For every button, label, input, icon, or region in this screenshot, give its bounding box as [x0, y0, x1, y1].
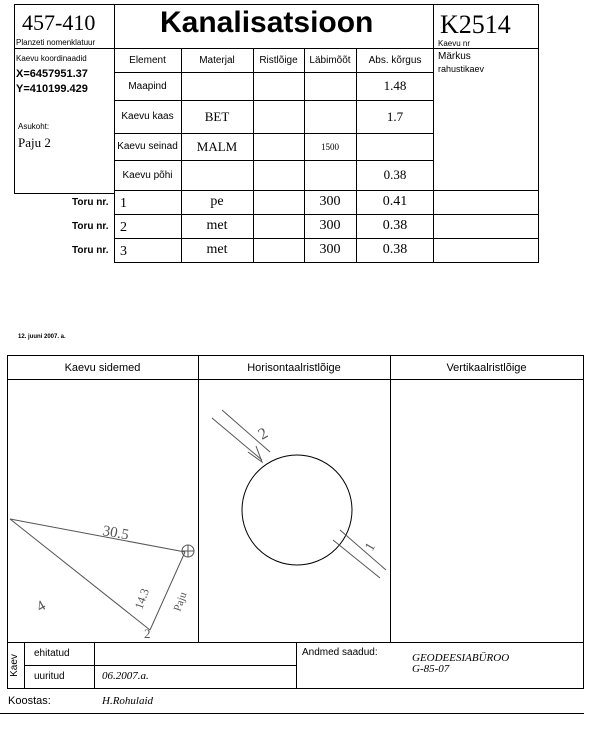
pipe-2-mark: 2: [255, 424, 271, 444]
row-seinad-diameter: 1500: [321, 141, 339, 152]
measured-date: 06.2007.a.: [102, 670, 149, 682]
notes-value: rahustikaev: [438, 64, 485, 74]
row-kaas-elevation: 1.7: [386, 108, 404, 124]
well-number: K2514: [440, 10, 511, 39]
nomenclature-label: Planzeti nomenklatuur: [16, 38, 96, 47]
pipe-1-material: pe: [210, 194, 224, 209]
nomenclature: 457-410: [22, 10, 96, 35]
pipe-3-label: Toru nr.: [72, 245, 109, 256]
pipe-3-number: 3: [120, 244, 127, 259]
tie-mark-4: 4: [34, 597, 49, 616]
tie-distance-2: 14.3: [131, 586, 153, 612]
pipe-1-diameter: 300: [319, 194, 341, 209]
col-header-diameter: Läbimõõt: [309, 54, 351, 66]
location-value: Paju 2: [18, 135, 51, 150]
author-label: Koostas:: [8, 695, 51, 707]
tie-line-3: [150, 552, 185, 630]
pipe-2-elevation: 0.38: [382, 218, 408, 233]
row-pohi-elevation: 0.38: [383, 167, 407, 182]
data-from-value: GEODEESIABÜROO: [412, 652, 510, 664]
col-header-element: Element: [129, 54, 166, 66]
notes-label: Märkus: [438, 51, 471, 62]
document-date: 12. juuni 2007. a.: [18, 334, 66, 340]
panel-title-horizontal: Horisontaalristlõige: [247, 361, 341, 374]
pipe-2-diameter: 300: [319, 218, 341, 233]
coord-y: Y=410199.429: [16, 83, 88, 95]
data-from-label: Andmed saadud:: [302, 647, 378, 658]
col-header-elevation: Abs. kõrgus: [368, 54, 422, 66]
row-kaas-material: BET: [204, 108, 230, 124]
well-circle: [242, 455, 352, 565]
pipe-1-mark: 1: [362, 540, 379, 554]
built-label: ehitatud: [34, 648, 70, 659]
footer-side-label: Kaev: [8, 654, 20, 677]
pipe-3-diameter: 300: [319, 242, 341, 257]
tie-line-2: [10, 519, 153, 630]
panel-title-vertical: Vertikaalristlõige: [446, 361, 527, 374]
page-title: Kanalisatsioon: [160, 6, 374, 39]
pipe-2-label: Toru nr.: [72, 221, 109, 232]
pipe-2-number: 2: [120, 220, 127, 235]
pipe-1-number: 1: [120, 196, 127, 211]
col-header-cross-section: Ristlõige: [259, 54, 298, 66]
measured-label: uuritud: [34, 671, 65, 682]
pipe-2-material: met: [206, 218, 228, 233]
row-kaas-element: Kaevu kaas: [121, 111, 174, 122]
row-pohi-element: Kaevu põhi: [122, 169, 173, 181]
col-header-material: Materjal: [199, 54, 235, 66]
row-seinad-material: MALM: [196, 138, 238, 154]
pipe-3-elevation: 0.38: [382, 242, 408, 257]
tie-line-1: [10, 519, 185, 552]
tie-distance-1: 30.5: [101, 523, 130, 544]
row-maapind-elevation: 1.48: [383, 78, 407, 93]
pipe-1-label: Toru nr.: [72, 197, 109, 208]
author-value: H.Rohulaid: [102, 695, 154, 707]
data-from-code: G-85-07: [412, 663, 450, 675]
coord-x: X=6457951.37: [16, 68, 88, 80]
coords-label: Kaevu koordinaadid: [16, 54, 87, 63]
panel-title-ties: Kaevu sidemed: [64, 361, 141, 374]
tie-ref-label: Paju: [171, 590, 190, 614]
pipe-1-elevation: 0.41: [382, 194, 408, 209]
well-number-label: Kaevu nr: [438, 39, 471, 48]
tie-mark-2: 2: [144, 626, 151, 641]
pipe-3-material: met: [206, 242, 228, 257]
row-maapind-element: Maapind: [128, 80, 167, 92]
row-seinad-element: Kaevu seinad: [117, 141, 178, 152]
location-label: Asukoht:: [18, 122, 50, 131]
